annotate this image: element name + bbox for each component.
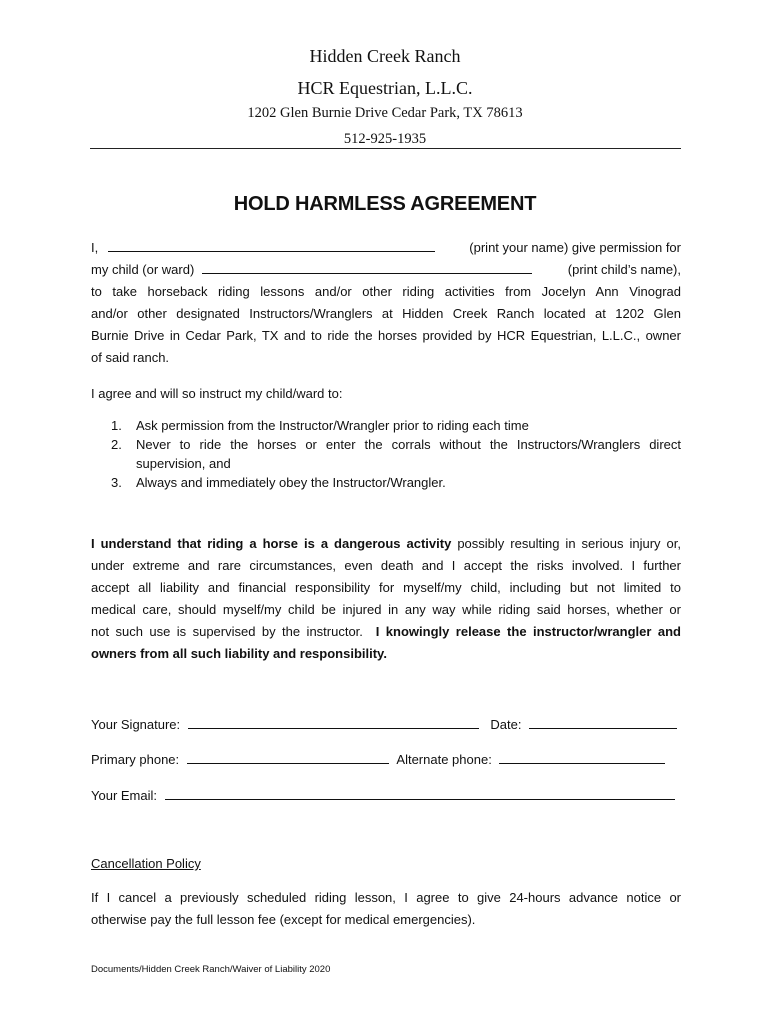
email-row — [91, 785, 681, 807]
intro-paragraph — [91, 281, 681, 369]
intro-line: Burnie Drive in Cedar Park, TX and to ride the horses provided by HCR Equestrian, L.L.C., owner — [91, 328, 681, 343]
list-item: 2. Never to ride the horses or enter the corrals without the Instructors/Wranglers direct supervision, and — [111, 437, 681, 471]
alternate-phone-label: Alternate phone: — [396, 752, 492, 767]
cancellation-heading: Cancellation Policy — [91, 856, 201, 871]
date-field[interactable] — [529, 714, 677, 729]
child-name-field[interactable] — [202, 259, 532, 274]
liability-line: owners from all such liability and responsibility. — [91, 646, 387, 661]
date-label: Date: — [490, 717, 522, 732]
intro-print-child-label: (print child’s name), — [567, 262, 681, 277]
intro-line: and/or other designated Instructors/Wranglers at Hidden Creek Ranch located at 1202 Glen — [91, 306, 681, 321]
primary-phone-label: Primary phone: — [91, 752, 180, 767]
primary-phone-field[interactable] — [187, 749, 389, 764]
parent-name-field[interactable] — [108, 237, 435, 252]
signature-label: Your Signature: — [91, 717, 181, 732]
document-title: HOLD HARMLESS AGREEMENT — [233, 193, 537, 215]
email-field[interactable] — [165, 785, 675, 800]
intro-child-label: my child (or ward) — [91, 262, 195, 277]
liability-line: medical care, should myself/my child be injured in any way while riding said horses, whether or — [91, 602, 681, 617]
intro-line: of said ranch. — [91, 350, 170, 365]
letterhead-company: HCR Equestrian, L.L.C. — [297, 78, 473, 98]
signature-field[interactable] — [188, 714, 479, 729]
intro-i-label: I, — [91, 240, 99, 255]
intro-line-child — [91, 259, 681, 281]
intro-line: to take horseback riding lessons and/or other riding activities from Jocelyn Ann Vinograd — [91, 284, 681, 299]
phone-row — [91, 749, 681, 771]
cancellation-paragraph — [91, 887, 681, 931]
letterhead-divider — [90, 148, 681, 149]
letterhead-name: Hidden Creek Ranch — [309, 46, 461, 66]
footer-path: Documents/Hidden Creek Ranch/Waiver of Liability 2020 — [91, 964, 331, 975]
liability-line: accept all liability and financial responsibility for myself/my child, including but not limited to — [91, 580, 681, 595]
list-item: 3. Always and immediately obey the Instructor/Wrangler. — [111, 475, 446, 490]
letterhead-address: 1202 Glen Burnie Drive Cedar Park, TX 78613 — [247, 105, 523, 121]
intro-print-name-label: (print your name) give permission for — [469, 240, 681, 255]
alternate-phone-field[interactable] — [499, 749, 665, 764]
intro-line-name — [91, 237, 681, 259]
agree-lead: I agree and will so instruct my child/ward to: — [91, 386, 343, 401]
liability-line: under extreme and rare circumstances, even death and I accept the risks involved. I further — [91, 558, 681, 573]
list-item: 1. Ask permission from the Instructor/Wrangler prior to riding each time — [111, 418, 529, 433]
cancellation-line: If I cancel a previously scheduled riding lesson, I agree to give 24-hours advance notice or — [91, 890, 681, 905]
liability-paragraph — [91, 533, 681, 665]
liability-line: not such use is supervised by the instructor. I knowingly release the instructor/wrangler and — [91, 624, 681, 639]
letterhead-phone: 512-925-1935 — [343, 131, 427, 147]
signature-row — [91, 714, 681, 736]
cancellation-line: otherwise pay the full lesson fee (except for medical emergencies). — [91, 912, 476, 927]
liability-line: I understand that riding a horse is a dangerous activity possibly resulting in serious injury or, — [91, 536, 681, 551]
rules-list — [91, 416, 681, 492]
email-label: Your Email: — [91, 788, 157, 803]
